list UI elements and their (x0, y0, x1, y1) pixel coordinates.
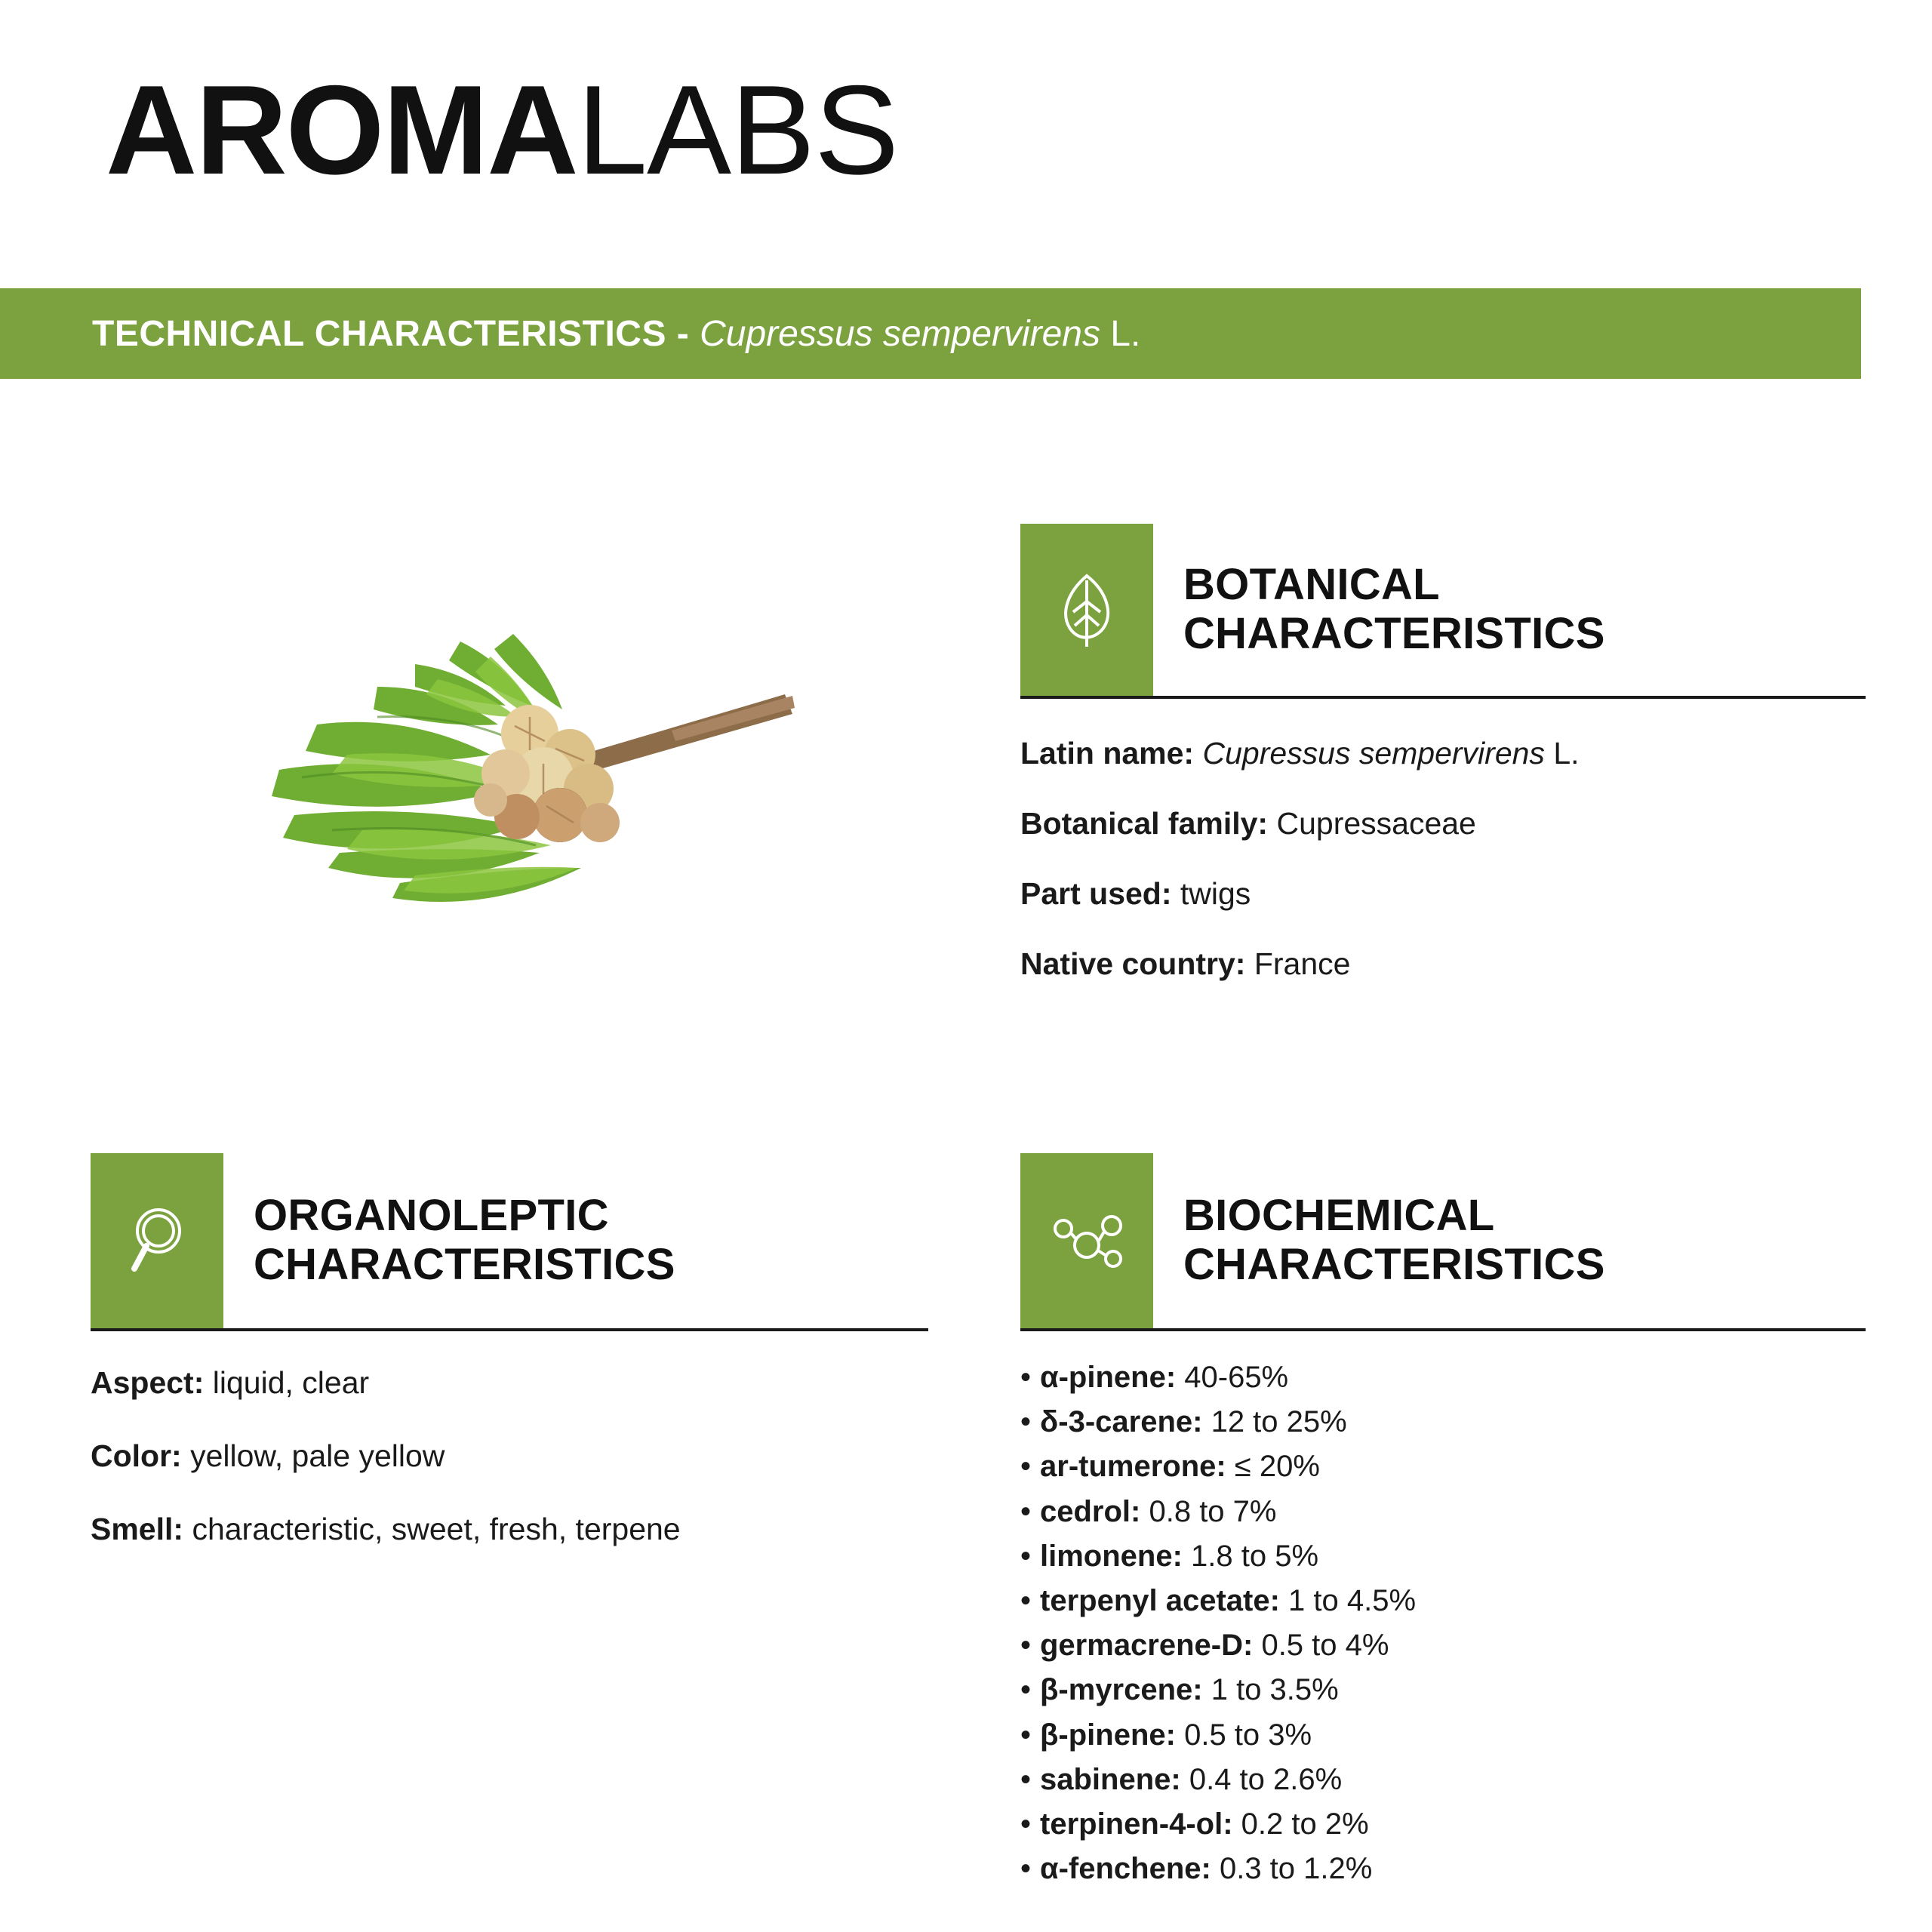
bullet-icon: • (1020, 1718, 1032, 1752)
botanical-title (1153, 524, 1605, 696)
organoleptic-title-line2: CHARACTERISTICS (254, 1240, 675, 1289)
biochemical-label: β-pinene: (1040, 1718, 1176, 1752)
bullet-icon: • (1020, 1762, 1032, 1796)
botanical-header (1020, 524, 1866, 696)
organoleptic-aspect-value: liquid, clear (204, 1365, 370, 1400)
biochemical-label: terpinen-4-ol: (1040, 1807, 1233, 1841)
organoleptic-header (91, 1153, 928, 1328)
bullet-icon: • (1020, 1807, 1032, 1841)
biochemical-value: 40-65% (1176, 1361, 1289, 1394)
biochemical-value: ≤ 20% (1226, 1450, 1320, 1484)
magnifier-icon (91, 1153, 223, 1328)
botanical-title-line1: BOTANICAL (1183, 560, 1440, 610)
biochemical-value: 0.4 to 2.6% (1180, 1762, 1343, 1796)
botanical-part-used-label: Part used: (1020, 876, 1172, 911)
bullet-icon: • (1020, 1583, 1032, 1617)
list-item (1020, 1496, 1866, 1528)
list-item (1020, 946, 1866, 981)
biochemical-title-line1: BIOCHEMICAL (1183, 1191, 1495, 1241)
brand-logo (106, 59, 899, 201)
organoleptic-aspect-label: Aspect: (91, 1365, 205, 1400)
biochemical-characteristics-section (1020, 1153, 1866, 1897)
leaf-icon (1020, 524, 1153, 696)
botanical-family-label: Botanical family: (1020, 806, 1269, 841)
biochemical-label: terpenyl acetate: (1040, 1583, 1280, 1617)
list-item (1020, 1540, 1866, 1573)
bullet-icon: • (1020, 1450, 1032, 1484)
biochemical-label: δ-3-carene: (1040, 1405, 1203, 1439)
list-item (1020, 738, 1866, 769)
biochemical-label: germacrene-D: (1040, 1629, 1254, 1663)
organoleptic-characteristics-section (91, 1153, 928, 1587)
organoleptic-color-value: yellow, pale yellow (181, 1438, 445, 1473)
biochemical-label: α-fenchene: (1040, 1852, 1211, 1886)
bullet-icon: • (1020, 1494, 1032, 1528)
bullet-icon: • (1020, 1673, 1032, 1707)
organoleptic-smell-label: Smell: (91, 1512, 184, 1546)
biochemical-value: 0.5 to 4% (1253, 1629, 1389, 1663)
biochemical-value: 1 to 3.5% (1202, 1673, 1339, 1707)
list-item (91, 1514, 928, 1545)
biochemical-value: 12 to 25% (1202, 1405, 1347, 1439)
biochemical-label: β-myrcene: (1040, 1673, 1203, 1707)
banner-species-suffix: L. (1100, 313, 1141, 354)
bullet-icon: • (1020, 1405, 1032, 1439)
list-item (91, 1438, 928, 1473)
list-item (1020, 1629, 1866, 1662)
organoleptic-list (91, 1367, 928, 1545)
botanical-title-line2: CHARACTERISTICS (1183, 609, 1605, 658)
biochemical-label: sabinene: (1040, 1762, 1181, 1796)
banner-text (0, 313, 1140, 355)
organoleptic-divider (91, 1328, 928, 1331)
banner-species: Cupressus sempervirens (700, 313, 1100, 354)
botanical-native-country-value: France (1245, 946, 1351, 981)
banner-prefix: TECHNICAL CHARACTERISTICS - (92, 313, 700, 354)
botanical-latin-name-value: Cupressus sempervirens (1194, 736, 1545, 771)
botanical-latin-name-label: Latin name: (1020, 736, 1195, 771)
list-item (1020, 1853, 1866, 1885)
organoleptic-color-label: Color: (91, 1438, 182, 1473)
technical-characteristics-banner (0, 288, 1861, 379)
bullet-icon: • (1020, 1361, 1032, 1394)
list-item (1020, 1451, 1866, 1483)
botanical-latin-name-suffix: L. (1544, 736, 1580, 771)
brand-name-light: LABS (577, 59, 899, 201)
list-item (1020, 1808, 1866, 1841)
biochemical-title (1153, 1153, 1605, 1328)
list-item (1020, 1764, 1866, 1796)
botanical-list (1020, 738, 1866, 980)
organoleptic-title (223, 1153, 675, 1328)
biochemical-label: ar-tumerone: (1040, 1450, 1226, 1484)
botanical-native-country-label: Native country: (1020, 946, 1246, 981)
list-item (1020, 878, 1866, 909)
list-item (1020, 808, 1866, 839)
biochemical-value: 1 to 4.5% (1279, 1583, 1417, 1617)
botanical-part-used-value: twigs (1171, 876, 1251, 911)
brand-name-bold: AROMA (106, 59, 577, 201)
biochemical-value: 0.2 to 2% (1232, 1807, 1369, 1841)
molecule-icon (1020, 1153, 1153, 1328)
list-item (1020, 1406, 1866, 1438)
botanical-characteristics-section (1020, 524, 1866, 1019)
biochemical-label: cedrol: (1040, 1494, 1141, 1528)
biochemical-title-line2: CHARACTERISTICS (1183, 1240, 1605, 1289)
botanical-family-value: Cupressaceae (1268, 806, 1476, 841)
biochemical-divider (1020, 1328, 1866, 1331)
organoleptic-title-line1: ORGANOLEPTIC (254, 1191, 609, 1241)
biochemical-value: 0.8 to 7% (1140, 1494, 1277, 1528)
biochemical-label: limonene: (1040, 1539, 1183, 1573)
list-item (1020, 1674, 1866, 1706)
biochemical-value: 0.5 to 3% (1175, 1718, 1312, 1752)
biochemical-value: 0.3 to 1.2% (1211, 1852, 1373, 1886)
bullet-icon: • (1020, 1629, 1032, 1663)
list-item (1020, 1719, 1866, 1752)
list-item (1020, 1585, 1866, 1617)
organoleptic-smell-value: characteristic, sweet, fresh, terpene (183, 1512, 681, 1546)
bullet-icon: • (1020, 1539, 1032, 1573)
list-item (91, 1367, 928, 1398)
biochemical-header (1020, 1153, 1866, 1328)
biochemical-value: 1.8 to 5% (1182, 1539, 1319, 1573)
biochemical-list (1020, 1361, 1866, 1885)
plant-photo (189, 528, 838, 981)
list-item (1020, 1361, 1866, 1394)
biochemical-label: α-pinene: (1040, 1361, 1177, 1394)
bullet-icon: • (1020, 1852, 1032, 1886)
botanical-divider (1020, 696, 1866, 699)
